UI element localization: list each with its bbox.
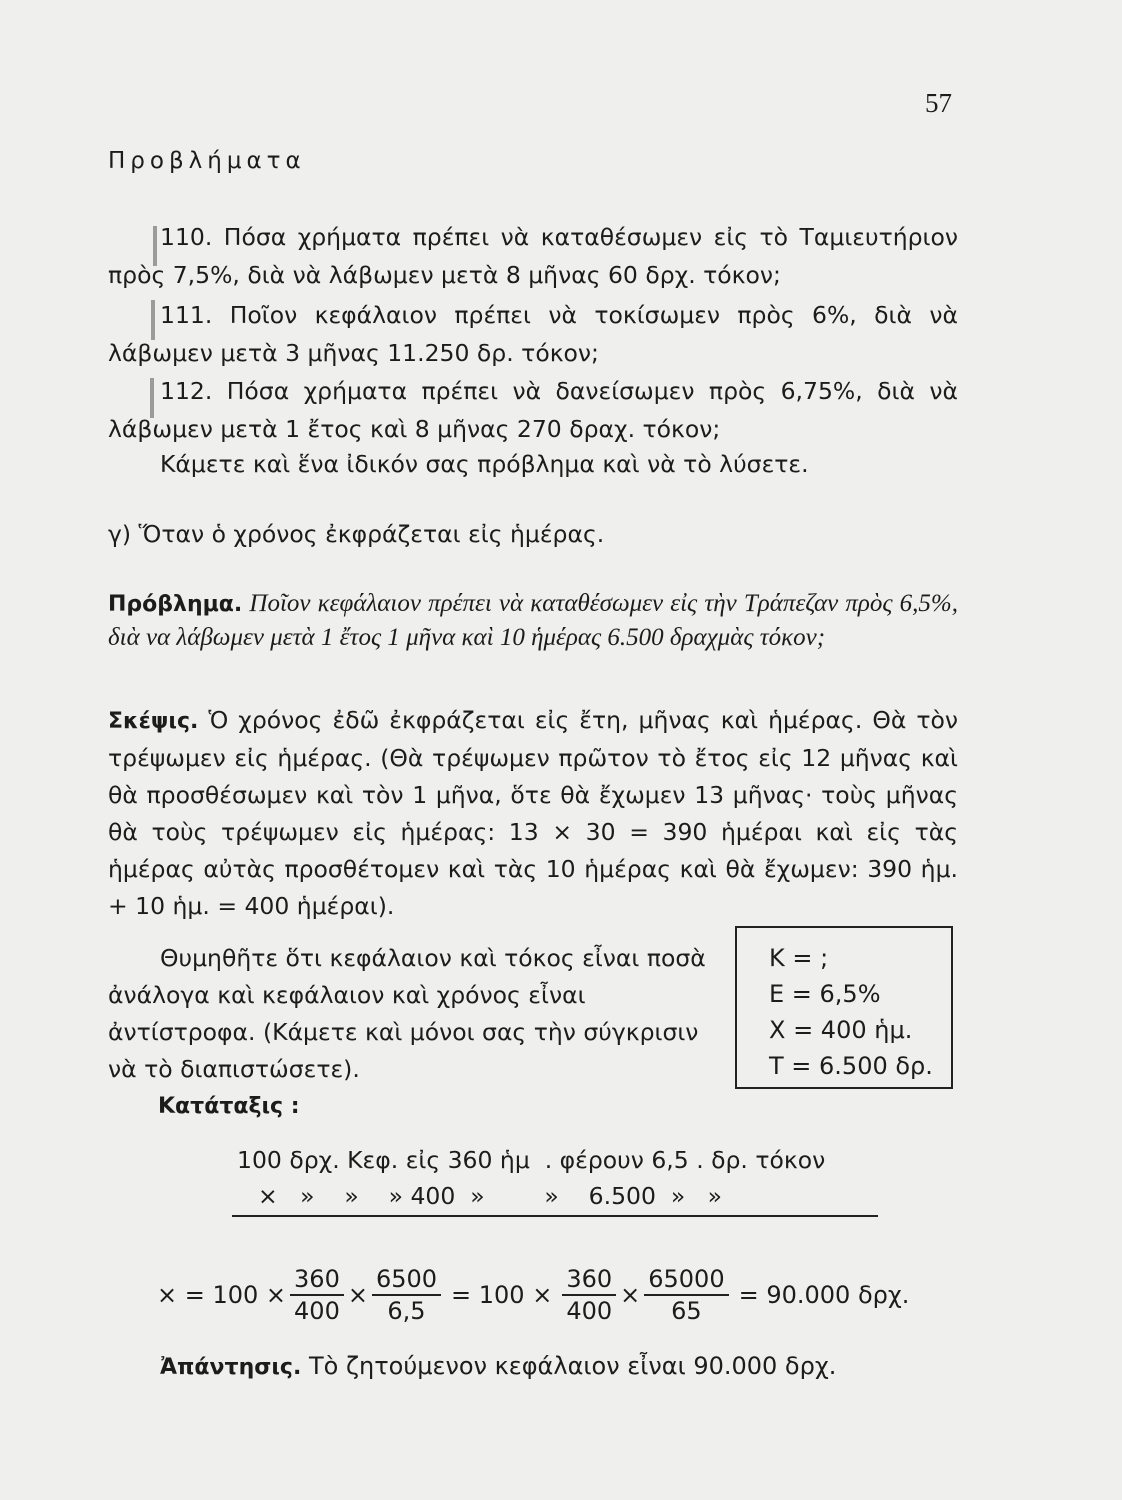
times-sign: × (620, 1281, 641, 1309)
problem-111 (108, 296, 958, 372)
given-e: Ε = 6,5% (769, 980, 881, 1008)
case-heading: γ) Ὅταν ὁ χρόνος ἐκφράζεται εἰς ἡμέρας. (108, 520, 605, 548)
solution-formula (157, 1258, 915, 1332)
times-sign: × (347, 1281, 368, 1309)
section-title: Προβλήματα (108, 148, 306, 174)
page-number: 57 (925, 88, 952, 118)
formula-lhs: × = 100 × (157, 1281, 287, 1309)
denominator: 400 (294, 1297, 340, 1325)
thought-paragraph (108, 702, 958, 925)
arrangement-row-1: 100 δρχ. Κεφ. εἰς 360 ἡμ . φέρουν 6,5 . δρ. τόκον (237, 1146, 826, 1174)
fraction-65000-65 (644, 1264, 728, 1326)
example-text: Ποῖον κεφάλαιον πρέπει νὰ καταθέσωμεν εἰς τὴν Τράπεζαν πρὸς 6,5%, διὰ να λάβωμεν μετὰ 1 ἔτος 1 μῆνα καὶ 10 ἡμέρας 6.500 δραχμὰς τόκον; (108, 590, 958, 651)
answer-label: Ἀπάντησις. (160, 1355, 302, 1380)
numerator: 360 (290, 1264, 344, 1296)
example-problem (108, 587, 958, 654)
numerator: 65000 (644, 1264, 728, 1296)
thought-text: Ὁ χρόνος ἐδῶ ἐκφράζεται εἰς ἔτη, μῆνας καὶ ἡμέρας. Θὰ τὸν τρέψωμεν εἰς ἡμέρας. (Θὰ τρέψωμεν πρῶτον τὸ ἔτος εἰς 12 μῆνας καὶ θὰ προσθέσωμεν καὶ τὸν 1 μῆνα, ὅτε θὰ ἔχωμεν 13 μῆνας· τοὺς μῆνας θὰ τοὺς τρέψωμεν εἰς ἡμέρας: 13 × 30 = 390 ἡμέραι καὶ εἰς τὰς ἡμέρας αὐτὰς προσθέτομεν καὶ τὰς 10 ἡμέρας καὶ θὰ ἔχωμεν: 390 ἡμ. + 10 ἡμ. = 400 ἡμέραι). (108, 706, 958, 920)
reminder-rest: ποσὰ ἀνάλογα καὶ κεφάλαιον καὶ χρόνος εἶναι ἀντίστροφα. (Κάμετε καὶ μόνοι σας τὴν σύγκρισιν νὰ τὸ διαπιστώσετε). (108, 944, 706, 1083)
given-k: Κ = ; (769, 944, 829, 972)
problem-110 (108, 218, 958, 294)
formula-result: = 90.000 δρχ. (738, 1281, 910, 1309)
givens-box (735, 926, 953, 1089)
given-t: Τ = 6.500 δρ. (769, 1052, 933, 1080)
fraction-6500-6-5 (372, 1264, 441, 1326)
problem-number: 111. (160, 301, 213, 329)
problem-text: Πόσα χρήματα πρέπει νὰ δανείσωμεν πρὸς 6,75%, διὰ νὰ λάβωμεν μετὰ 1 ἔτος καὶ 8 μῆνας 270 δραχ. τόκον; (108, 377, 958, 443)
example-label: Πρόβλημα. (108, 592, 243, 617)
numerator: 360 (562, 1264, 616, 1296)
problem-number: 112. (160, 377, 213, 405)
denominator: 400 (566, 1297, 613, 1325)
problem-text: Πόσα χρήματα πρέπει νὰ καταθέσωμεν εἰς τὸ Ταμιευτήριον πρὸς 7,5%, διὰ νὰ λάβωμεν μετὰ 8 μῆνας 60 δρχ. τόκον; (108, 223, 958, 289)
problem-text: Ποῖον κεφάλαιον πρέπει νὰ τοκίσωμεν πρὸς 6%, διὰ νὰ λάβωμεν μετὰ 3 μῆνας 11.250 δρ. τόκον; (108, 301, 958, 367)
reminder-line1: Θυμηθῆτε ὅτι κεφάλαιον καὶ τόκος εἶναι (160, 944, 640, 972)
answer-text: Τὸ ζητούμενον κεφάλαιον εἶναι 90.000 δρχ. (308, 1352, 837, 1380)
own-problem-prompt: Κάμετε καὶ ἕνα ἰδικόν σας πρόβλημα καὶ νὰ τὸ λύσετε. (160, 450, 809, 478)
given-x: Χ = 400 ἡμ. (769, 1016, 913, 1044)
arrangement-label: Κατάταξις : (158, 1094, 300, 1119)
arrangement-row-2: × » » » 400 » » 6.500 » » (258, 1182, 723, 1210)
fraction-360-400-b (562, 1264, 616, 1326)
numerator: 6500 (372, 1264, 441, 1296)
equals-100: = 100 × (451, 1281, 553, 1309)
fraction-360-400 (290, 1264, 344, 1326)
answer-line (160, 1352, 836, 1380)
denominator: 6,5 (387, 1297, 426, 1325)
arrangement-rule (232, 1215, 878, 1217)
reminder-paragraph (108, 940, 708, 1088)
problem-112 (108, 372, 958, 448)
thought-label: Σκέψις. (108, 709, 199, 734)
denominator: 65 (671, 1297, 702, 1325)
problem-number: 110. (160, 223, 213, 251)
